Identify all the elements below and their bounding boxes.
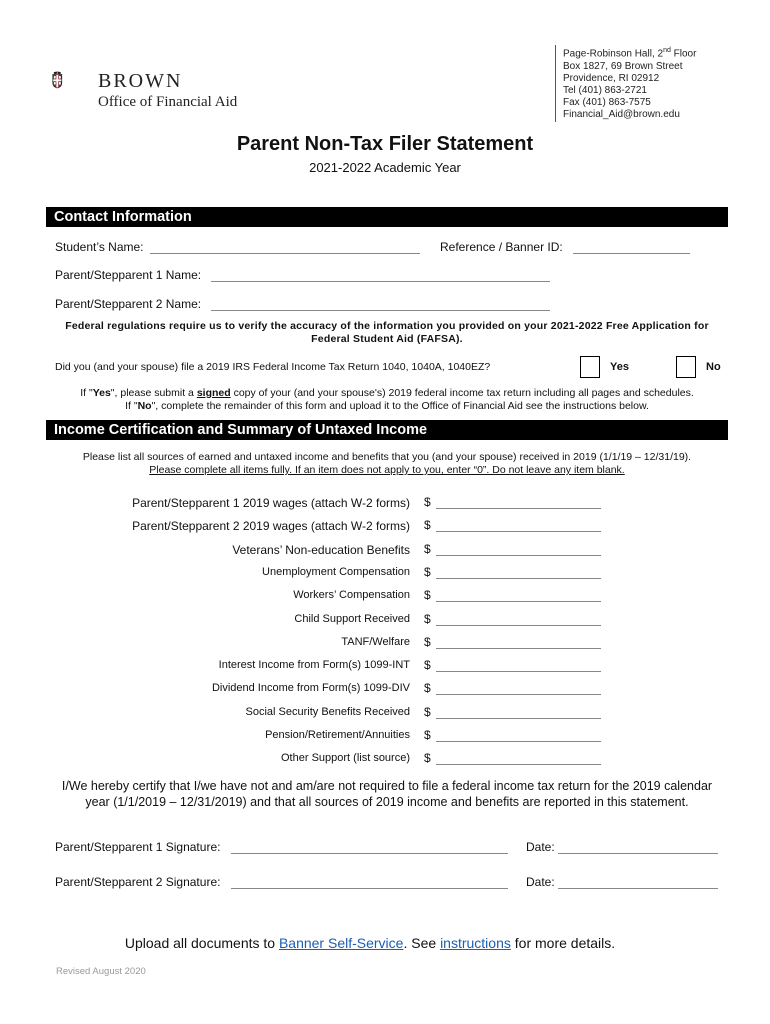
income-item-label: TANF/Welfare [341, 636, 410, 648]
parent2-signature-label: Parent/Stepparent 2 Signature: [55, 875, 221, 889]
dollar-sign: $ [424, 518, 431, 532]
reference-id-label: Reference / Banner ID: [440, 240, 563, 254]
income-amount-field[interactable] [436, 706, 601, 719]
dollar-sign: $ [424, 705, 431, 719]
dollar-sign: $ [424, 542, 431, 556]
income-instruction-1: Please list all sources of earned and untaxed income and benefits that you (and your spouse) received in 2019 (1/1/19 – 12/31/19). [82, 451, 692, 463]
address-phone: Tel (401) 863-2721 [563, 84, 647, 96]
dollar-sign: $ [424, 612, 431, 626]
income-item-label: Parent/Stepparent 2 2019 wages (attach W-2 forms) [132, 519, 410, 533]
parent1-name-label: Parent/Stepparent 1 Name: [55, 268, 202, 282]
income-item-label: Unemployment Compensation [262, 566, 410, 578]
address-fax: Fax (401) 863-7575 [563, 97, 651, 109]
address-line-2: Box 1827, 69 Brown Street [563, 60, 683, 72]
dollar-sign: $ [424, 751, 431, 765]
income-item-label: Other Support (list source) [281, 752, 410, 764]
revision-date: Revised August 2020 [56, 966, 146, 977]
certification-statement [46, 778, 728, 810]
address-line-1: Page-Robinson Hall, 2nd Floor [563, 47, 697, 60]
dollar-sign: $ [424, 495, 431, 509]
student-name-field[interactable] [150, 241, 420, 254]
instructions-link[interactable]: instructions [440, 935, 511, 951]
income-amount-field[interactable] [436, 682, 601, 695]
income-item-label: Interest Income from Form(s) 1099-INT [218, 659, 410, 671]
dollar-sign: $ [424, 565, 431, 579]
brand-name: BROWN [98, 70, 183, 92]
office-address [555, 45, 763, 122]
brand-subtitle: Office of Financial Aid [98, 94, 238, 110]
yes-no-instructions [46, 387, 728, 413]
parent1-signature-label: Parent/Stepparent 1 Signature: [55, 840, 221, 854]
income-section-heading: Income Certification and Summary of Untaxed Income [46, 420, 728, 440]
income-amount-field[interactable] [436, 659, 601, 672]
address-line-3: Providence, RI 02912 [563, 72, 660, 84]
page-title: Parent Non-Tax Filer Statement [236, 133, 534, 155]
fafsa-notice: Federal regulations require us to verify the accuracy of the information you provided on your 2021-2022 Free Application for Federal Student Aid (FAFSA). [65, 320, 709, 345]
income-amount-field[interactable] [436, 566, 601, 579]
income-item-label: Dividend Income from Form(s) 1099-DIV [211, 682, 410, 694]
brown-shield-logo [52, 45, 98, 117]
income-amount-field[interactable] [436, 752, 601, 765]
yes-checkbox[interactable] [580, 356, 600, 378]
dollar-sign: $ [424, 658, 431, 672]
income-amount-field[interactable] [436, 613, 601, 626]
income-amount-field[interactable] [436, 519, 601, 532]
income-amount-field[interactable] [436, 589, 601, 602]
income-amount-field[interactable] [436, 729, 601, 742]
parent1-signature-field[interactable] [231, 841, 508, 854]
yes-instruction: If "Yes", please submit a signed copy of your (and your spouse's) 2019 federal income tax return including all pages and schedules. [80, 387, 694, 399]
income-item-label: Workers’ Compensation [293, 589, 410, 601]
no-checkbox[interactable] [676, 356, 696, 378]
page-subtitle: 2021-2022 Academic Year [309, 160, 461, 175]
reference-id-field[interactable] [573, 241, 690, 254]
banner-self-service-link[interactable]: Banner Self-Service [278, 935, 404, 951]
contact-section-heading: Contact Information [46, 207, 728, 227]
certification-line-2: year (1/1/2019 – 12/31/2019) and that all sources of 2019 income and benefits are reported in this statement. [85, 795, 689, 809]
income-item-label: Parent/Stepparent 1 2019 wages (attach W-2 forms) [132, 496, 410, 510]
dollar-sign: $ [424, 588, 431, 602]
dollar-sign: $ [424, 681, 431, 695]
income-instructions [46, 451, 728, 477]
parent2-date-field[interactable] [558, 876, 718, 889]
parent1-date-field[interactable] [558, 841, 718, 854]
address-email: Financial_Aid@brown.edu [563, 109, 680, 121]
no-instruction: If "No", complete the remainder of this form and upload it to the Office of Financial Aid see the instructions below. [125, 400, 649, 412]
parent1-name-field[interactable] [211, 269, 550, 282]
certification-line-1: I/We hereby certify that I/we have not and am/are not required to file a federal income tax return for the 2019 calendar [61, 779, 713, 793]
parent1-date-label: Date: [526, 840, 555, 854]
parent2-signature-field[interactable] [231, 876, 508, 889]
parent2-date-label: Date: [526, 875, 555, 889]
yes-label: Yes [610, 361, 629, 373]
dollar-sign: $ [424, 635, 431, 649]
parent2-name-label: Parent/Stepparent 2 Name: [55, 297, 202, 311]
parent2-name-field[interactable] [211, 298, 550, 311]
dollar-sign: $ [424, 728, 431, 742]
income-instruction-2: Please complete all items fully. If an item does not apply to you, enter “0”. Do not leave any item blank. [149, 464, 625, 476]
upload-instructions: Upload all documents to Banner Self-Service. See instructions for more details. [124, 935, 616, 951]
student-name-label: Student’s Name: [55, 240, 144, 254]
no-label: No [706, 361, 721, 373]
income-amount-field[interactable] [436, 543, 601, 556]
income-amount-field[interactable] [436, 636, 601, 649]
income-item-label: Child Support Received [294, 613, 410, 625]
income-item-label: Pension/Retirement/Annuities [265, 729, 410, 741]
income-item-label: Social Security Benefits Received [245, 706, 410, 718]
income-item-label: Veterans’ Non-education Benefits [232, 543, 410, 557]
tax-return-question: Did you (and your spouse) file a 2019 IRS Federal Income Tax Return 1040, 1040A, 1040EZ? [55, 361, 491, 373]
income-amount-field[interactable] [436, 496, 601, 509]
